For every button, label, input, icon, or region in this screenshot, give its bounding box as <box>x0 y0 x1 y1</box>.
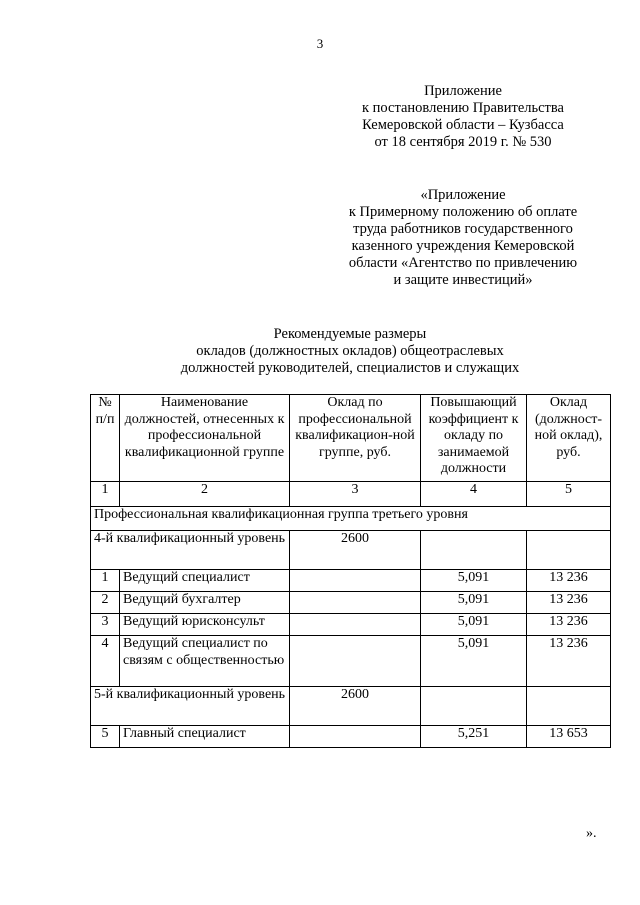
column-number: 3 <box>290 482 421 507</box>
column-number: 2 <box>120 482 290 507</box>
group-row <box>91 507 611 531</box>
annex1-line: Кемеровской области – Кузбасса <box>362 117 564 133</box>
column-number: 5 <box>527 482 611 507</box>
column-number-row <box>91 482 611 507</box>
annex1-line: Приложение <box>424 83 502 99</box>
table-row <box>91 592 611 614</box>
row-number: 3 <box>91 614 120 636</box>
row-coefficient: 5,091 <box>421 592 527 614</box>
row-position: Ведущий специалист по связям с общественностью <box>120 636 290 687</box>
header-group-salary: Оклад по профессиональной квалификацион-ной группе, руб. <box>290 395 421 482</box>
empty-cell <box>290 570 421 592</box>
annex2-line: казенного учреждения Кемеровской <box>351 238 575 254</box>
column-number: 1 <box>91 482 120 507</box>
empty-cell <box>527 687 611 726</box>
row-salary: 13 653 <box>527 726 611 748</box>
row-coefficient: 5,251 <box>421 726 527 748</box>
level-row <box>91 687 611 726</box>
row-salary: 13 236 <box>527 570 611 592</box>
row-position: Ведущий специалист <box>120 570 290 592</box>
row-coefficient: 5,091 <box>421 614 527 636</box>
empty-cell <box>290 614 421 636</box>
row-coefficient: 5,091 <box>421 570 527 592</box>
row-salary: 13 236 <box>527 614 611 636</box>
annex2-line: к Примерному положению об оплате <box>348 204 578 220</box>
table-row <box>91 614 611 636</box>
empty-cell <box>421 687 527 726</box>
title-line: должностей руководителей, специалистов и служащих <box>180 360 520 376</box>
page-number: 3 <box>316 36 324 51</box>
level-label: 4-й квалификационный уровень <box>91 531 290 570</box>
empty-cell <box>290 726 421 748</box>
row-position: Ведущий юрисконсульт <box>120 614 290 636</box>
annex2-line: и защите инвестиций» <box>393 272 533 288</box>
row-number: 2 <box>91 592 120 614</box>
row-number: 5 <box>91 726 120 748</box>
row-position: Главный специалист <box>120 726 290 748</box>
row-number: 1 <box>91 570 120 592</box>
header-number: № п/п <box>91 395 120 482</box>
empty-cell <box>527 531 611 570</box>
row-coefficient: 5,091 <box>421 636 527 687</box>
row-position: Ведущий бухгалтер <box>120 592 290 614</box>
document-title <box>90 326 610 377</box>
group-label: Профессиональная квалификационная группа третьего уровня <box>91 507 611 531</box>
empty-cell <box>290 636 421 687</box>
annex2-line: области «Агентство по привлечению <box>348 255 578 271</box>
annex-block-resolution <box>330 83 596 151</box>
title-line: Рекомендуемые размеры <box>273 326 427 342</box>
table-row <box>91 636 611 687</box>
title-line: окладов (должностных окладов) общеотраслевых <box>196 343 504 359</box>
closing-quote-mark: ». <box>586 826 597 841</box>
table-row <box>91 570 611 592</box>
empty-cell <box>421 531 527 570</box>
table-row <box>91 726 611 748</box>
level-label: 5-й квалификационный уровень <box>91 687 290 726</box>
header-coefficient: Повышающий коэффициент к окладу по занимаемой должности <box>421 395 527 482</box>
annex2-line: труда работников государственного <box>353 221 573 237</box>
annex1-line: от 18 сентября 2019 г. № 530 <box>374 134 552 150</box>
table-header-row <box>91 395 611 482</box>
header-position-name: Наименование должностей, отнесенных к профессиональной квалификационной группе <box>120 395 290 482</box>
row-salary: 13 236 <box>527 636 611 687</box>
row-salary: 13 236 <box>527 592 611 614</box>
level-salary: 2600 <box>290 531 421 570</box>
level-row <box>91 531 611 570</box>
level-salary: 2600 <box>290 687 421 726</box>
annex2-line: «Приложение <box>420 187 506 203</box>
annex-block-regulation <box>330 187 596 289</box>
annex1-line: к постановлению Правительства <box>362 100 564 116</box>
column-number: 4 <box>421 482 527 507</box>
salary-table <box>90 394 611 748</box>
empty-cell <box>290 592 421 614</box>
header-salary: Оклад (должност-ной оклад), руб. <box>527 395 611 482</box>
row-number: 4 <box>91 636 120 687</box>
